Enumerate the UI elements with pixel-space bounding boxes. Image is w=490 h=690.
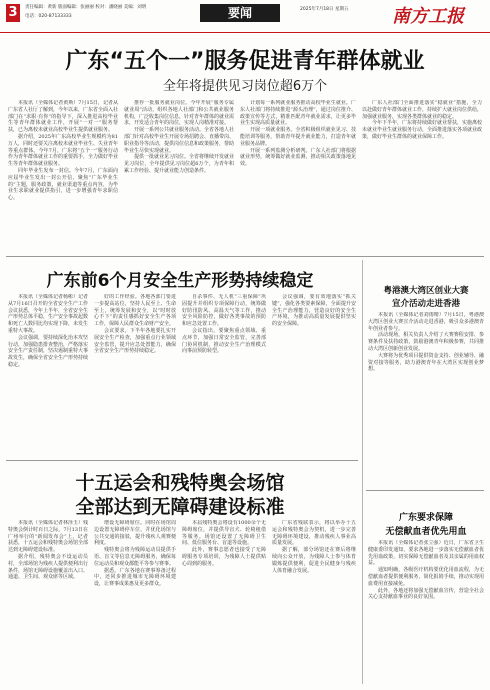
paragraph: 同年毕业生发布一封信。今年7月，广东面向应届毕业生发出一封公开信，聚焦“广东毕业生的”主题，服务政策、就业渠道等重点内容，为毕业生求职就业提供指引，进一步增强青年求职信心。 xyxy=(8,167,118,202)
story1-headline: 广东“五个一”服务促进青年群体就业 xyxy=(65,49,425,74)
paragraph: 本报讯（全媒体记者杨彬）记者从7月16日召开的全省安全生产工作会议获悉，今年上半年，全省安全生产形势总体平稳，生产安全事故起数和死亡人数同比均实现下降，未发生重特大事故。 xyxy=(8,294,88,334)
paragraph: 残特奥会将为残障运动员提供手语、盲文等信息无障碍服务，确保每位运动员和观众都能平等参与赛事。 xyxy=(94,547,176,567)
paragraph: 好的工作经验。各地各部门要进一步提高站位，坚持人民至上、生命至上，统筹发展和安全，以“时时放心不下”的责任感抓好安全生产各项工作，保障人民群众生命财产安全。 xyxy=(94,294,176,328)
paragraph: 活动现场，相关负责人介绍了大赛赛程安排、参赛条件及扶持政策，鼓励港澳青年积极参赛，共同推动大湾区创新创业发展。 xyxy=(368,332,484,352)
story1-subheadline: 全年将提供见习岗位超6万个 xyxy=(162,79,328,94)
paragraph: 计划每一系列就业服务推动高校毕业生就业。广东人社部门将持续推进“源头治理”，通过岗位推介、政策宣传等方式，精准匹配青年就业需求，让更多毕业生实现高质量就业。 xyxy=(240,100,356,127)
paragraph: 大赛将为优秀项目提供资金支持、创业辅导、融资对接等服务，助力港澳青年在大湾区实现创业梦想。 xyxy=(368,352,484,373)
story3-column-4 xyxy=(272,520,356,684)
paragraph: 本报讯（全媒体记者林泽玉）残特奥会倒计时百日之际，7月13日在广州举行的“新闻发布会”上，记者获悉，十五运会和残特奥会场馆全部达到无障碍建设标准。 xyxy=(8,520,88,554)
issue-date: 2025年7月18日 星期五 xyxy=(300,7,349,12)
story2-column-3 xyxy=(182,294,266,456)
story3-column-3 xyxy=(182,520,266,684)
contact-line: 电话：020-87133333 xyxy=(25,14,72,19)
paragraph: 本报讯（全媒体记者张立强）近日，广东省卫生健康委印发通知，要求各地进一步落实无偿献血者优先用血政策，切实保障无偿献血者及其亲属的用血权益。 xyxy=(368,540,484,567)
paragraph: 本报讯（全媒体记者刘雨晴）7月15日，粤港澳大湾区创业大赛宣介活动走进香港，吸引众多港澳青年创业者参与。 xyxy=(368,312,484,332)
paragraph: 通知明确，各级医疗机构要优化用血流程，为无偿献血者提供便利服务，简化报销手续，推动实现用血费用直接减免。 xyxy=(368,567,484,587)
paragraph: 会议强调，要有效地落实“抓关键”，强化各类要素保障，全面提升安全生产治理能力，营造良好的安全生产环境，为推动高质量发展提供坚实的安全保障。 xyxy=(272,294,356,328)
column-rule xyxy=(362,260,363,684)
story1-column-3 xyxy=(240,100,356,250)
paragraph: 本届残特奥会将设有1000余个无障碍席位，并提供导盲犬、轮椅租借等服务。场馆还设置了无障碍卫生间、低位服务台、盲道等设施。 xyxy=(182,520,266,547)
side1-body xyxy=(368,312,484,484)
story2-headline: 广东前6个月安全生产形势持续稳定 xyxy=(46,271,314,291)
story2-column-2 xyxy=(94,294,176,456)
story2-column-4 xyxy=(272,294,356,456)
paragraph: 此外，赛事志愿者也接受了无障碍服务专项培训，为残障人士提供贴心周到的服务。 xyxy=(182,547,266,567)
side1-headline-line1: 粤港澳大湾区创业大赛 xyxy=(383,286,469,296)
paragraph: 广东人社部门全面推进落实“稳就业”措施，全力以赴做好青年群体就业工作，持续扩大就业岗位供给，加强就业服务，实现各类群体就业的稳定。 xyxy=(362,100,482,120)
divider xyxy=(6,256,484,257)
page-number: 3 xyxy=(6,4,20,22)
side1-headline-line2: 宣介活动走进香港 xyxy=(391,299,460,309)
paragraph: 今年下半年，广东将持续做好就业帮扶，实施离校未就业毕业生就业服务行动，全面推进落实各项就业政策，做好毕业生群体的就业保障工作。 xyxy=(362,120,482,140)
story3-column-1 xyxy=(8,520,88,684)
paragraph: 开展一项就业服务。全省积极组织就业见习、技能培训等服务，帮助青年提升就业能力，打造青年就业服务品牌。 xyxy=(240,127,356,147)
side2-body xyxy=(368,540,484,684)
paragraph: 据悉，广东各地在赛事筹备过程中，还同步推进城市无障碍环境建设，让赛事成果惠及更多群众。 xyxy=(94,567,176,588)
divider xyxy=(366,490,484,491)
paragraph: 开展一系列公共就业服务活动。全省各地人社部门针对高校毕业生开展专场招聘会、直播带岗、职业指导等活动，提供岗位信息和政策服务，帮助毕业生尽快实现就业。 xyxy=(124,127,234,154)
story1-column-2 xyxy=(124,100,234,250)
editor-credits: 责任编辑：黄新 版面编辑：张丽丽 校对：潘晓丽 美编：刘明 xyxy=(25,5,147,10)
paragraph: 自杀事件、无人机“三重保障”巩固提升并组织专项保障行动，统筹做好防汛防风、高温天气等工作，推动安全风险防控，做好各类事故的预防和应急处置工作。 xyxy=(182,294,266,328)
divider xyxy=(6,460,358,461)
paragraph: 会议强调，要持续深化治本攻坚行动，加强隐患排查整治，严格落实安全生产责任制，坚决遏制重特大事故发生，确保全省安全生产形势持续稳定。 xyxy=(8,334,88,368)
paragraph: 据了解，部分场馆还在赛后将继续向公众开放，为残障人士参与体育锻炼提供便利，促进全民健身与残疾人体育融合发展。 xyxy=(272,547,356,574)
paragraph: 开展一系列监测分析研判。广东人社部门将根据就业形势，统筹做好就业监测，推动相关政策落地见效。 xyxy=(240,147,356,168)
paragraph: 本报讯（全媒体记者黄斯）7月15日，记者从广东省人社厅了解到，今年以来，广东省全面入社部门在“求职·有你”的指导下，深入推进高校毕业生等青年群体就业工作，开展“一对一”服务帮扶，已为离校未就业高校毕业生提供就业服务。 xyxy=(8,100,118,134)
story1-column-4 xyxy=(362,100,482,250)
story3-headline-line2: 全部达到无障碍建设标准 xyxy=(75,496,285,518)
story3-headline-line1: 十五运会和残特奥会场馆 xyxy=(75,472,285,494)
paragraph: 广东省残联表示，将以举办十五运会和残特奥会为契机，进一步完善无障碍环境建设，推动残疾人事业高质量发展。 xyxy=(272,520,356,547)
paragraph: 增设无障碍席位。同时在场馆周边设置无障碍停车位，并优化场馆与公共交通的接驳，提升残疾人观赛便利度。 xyxy=(94,520,176,547)
story1-column-1 xyxy=(8,100,118,250)
paragraph: 据介绍，2025年广东高校毕业生规模约为81万人，同时还要关注离校未就业毕业生、失业青年等重点群体。今年7月，广东将“五个一”服务行动作为青年群体就业工作的重要抓手，全力做好毕业生等青年群体就业服务。 xyxy=(8,133,118,168)
paragraph: 此外，各地还将加强无偿献血宣传，营造全社会关心支持献血事业的良好氛围。 xyxy=(368,587,484,601)
paragraph: 据介绍，残特奥会不设运动员村，全部场馆为残疾人提供便利出行条件，场馆无障碍设施覆盖出入口、通道、卫生间、观众席等区域。 xyxy=(8,553,88,581)
story2-column-1 xyxy=(8,294,88,456)
story3-column-2 xyxy=(94,520,176,684)
newspaper-logo: 南方工报 xyxy=(392,6,464,27)
side2-headline-line1: 广东要求保障 xyxy=(398,513,453,523)
paragraph: 推荐一批服务就业岗位。今年开展“服务专属就业周”活动，组织各地人社部门和公共就业服务机构，广泛收集岗位信息，针对青年群体的就业需求，开发适合青年的岗位，实现人岗精准对接。 xyxy=(124,100,234,127)
paragraph: 会议要求，下半年各地要扎实开展安全生产检查，加强重点行业领域安全监管，提升应急处置能力，确保全省安全生产形势持续稳定。 xyxy=(94,327,176,355)
section-label: 要闻 xyxy=(200,4,280,22)
paragraph: 会议指出，要聚焦重点领域、重点环节，加强日常安全监管，完善部门协同机制，推动安全生产治理模式向事前预防转型。 xyxy=(182,327,266,355)
paragraph: 提供一批就业见习岗位。全省将继续开发就业见习岗位，全年提供见习岗位超6万个，为青年积累工作经验、提升就业能力创造条件。 xyxy=(124,154,234,174)
side2-headline-line2: 无偿献血者优先用血 xyxy=(385,527,467,537)
